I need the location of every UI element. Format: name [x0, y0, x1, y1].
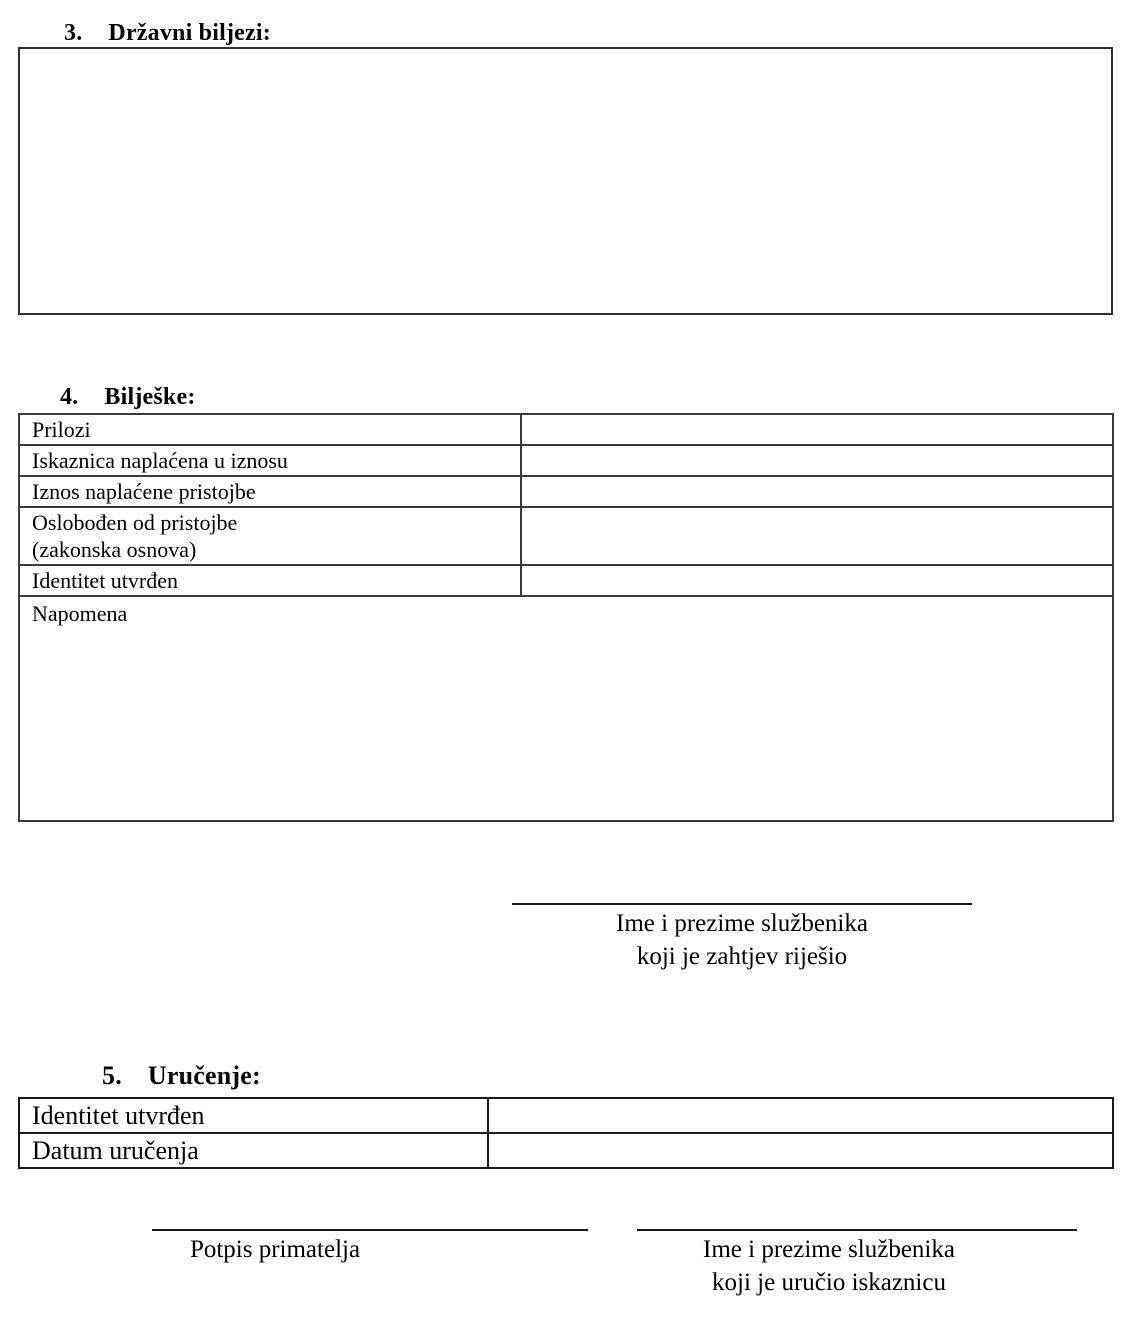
- napomena-cell[interactable]: [19, 596, 1113, 821]
- urucenje-table: [18, 1097, 1114, 1169]
- row-value-field[interactable]: [521, 414, 1113, 445]
- signature-line: [637, 1229, 1077, 1231]
- signature-caption-line2: koji je uručio iskaznicu: [712, 1269, 946, 1296]
- table-row: [19, 1098, 1113, 1133]
- section-4-title: Bilješke:: [104, 384, 196, 410]
- biljeske-table: [18, 413, 1114, 822]
- row-label: Datum uručenja: [19, 1133, 488, 1168]
- row-label-line1: Oslobođen od pristojbe: [32, 510, 238, 535]
- signature-caption-line1: Ime i prezime službenika: [703, 1236, 955, 1263]
- signature-line: [512, 903, 972, 905]
- table-row: [19, 565, 1113, 596]
- row-label: Prilozi: [19, 414, 521, 445]
- row-value-field[interactable]: [488, 1098, 1113, 1133]
- signature-caption-line2: koji je zahtjev riješio: [636, 943, 848, 970]
- row-label-line2: (zakonska osnova): [32, 537, 197, 562]
- section-3-heading: [64, 20, 271, 47]
- signature-line: [152, 1229, 588, 1231]
- signature-caption-line1: Ime i prezime službenika: [616, 910, 868, 937]
- section-5-number: 5.: [102, 1061, 122, 1090]
- row-label: [19, 507, 521, 565]
- table-row: [19, 596, 1113, 821]
- row-value-field[interactable]: [521, 476, 1113, 507]
- table-row: [19, 507, 1113, 565]
- row-value-field[interactable]: [521, 507, 1113, 565]
- row-label: Iznos naplaćene pristojbe: [19, 476, 521, 507]
- row-value-field[interactable]: [488, 1133, 1113, 1168]
- row-value-field[interactable]: [521, 445, 1113, 476]
- section-3-number: 3.: [64, 20, 83, 46]
- row-label: Napomena: [32, 601, 128, 626]
- signature-caption-line1: Potpis primatelja: [189, 1236, 361, 1263]
- signature-officer-delivered: [637, 1229, 1077, 1299]
- section-4-number: 4.: [60, 384, 79, 410]
- drzavni-biljezi-box[interactable]: [18, 47, 1113, 315]
- row-label: Identitet utvrđen: [19, 565, 521, 596]
- row-value-field[interactable]: [521, 565, 1113, 596]
- row-label: Identitet utvrđen: [19, 1098, 488, 1133]
- section-5-heading: [102, 1061, 261, 1091]
- row-label: Iskaznica naplaćena u iznosu: [19, 445, 521, 476]
- section-3-title: Državni biljezi:: [108, 20, 271, 46]
- signature-officer-resolved: [512, 903, 972, 973]
- table-row: [19, 1133, 1113, 1168]
- section-4-heading: [60, 384, 196, 411]
- signature-recipient: [152, 1229, 588, 1266]
- table-row: [19, 445, 1113, 476]
- table-row: [19, 476, 1113, 507]
- section-5-title: Uručenje:: [147, 1061, 261, 1090]
- table-row: [19, 414, 1113, 445]
